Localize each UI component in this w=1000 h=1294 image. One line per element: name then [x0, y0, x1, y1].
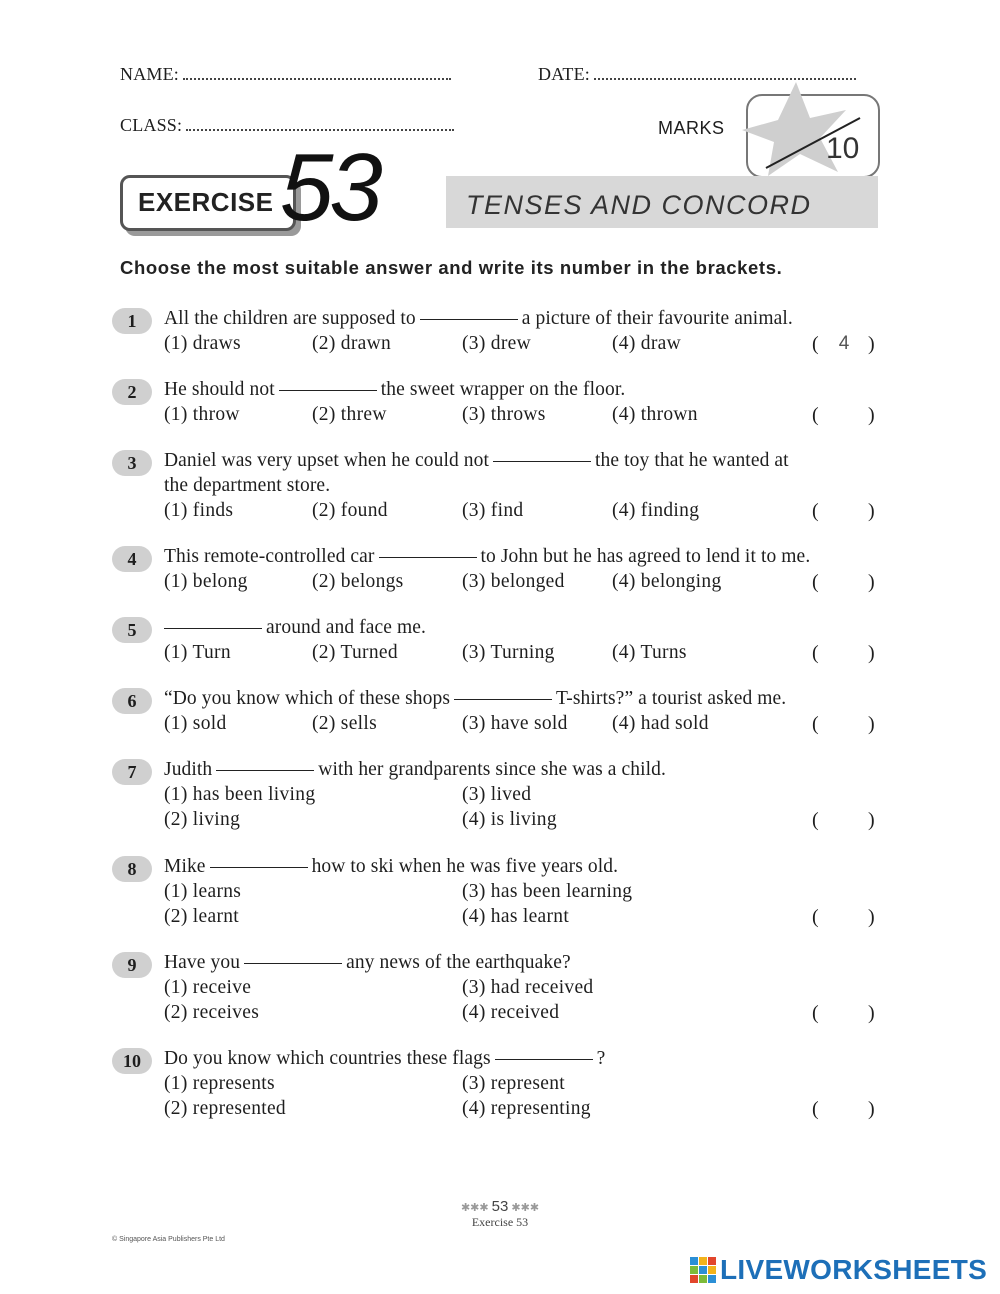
topic-title: TENSES AND CONCORD — [466, 190, 812, 220]
left-bracket: ( — [812, 713, 819, 735]
question-text-after: the toy that he wanted at — [595, 450, 789, 471]
question-text-line2: the department store. — [164, 475, 331, 496]
option-2[interactable]: (3) represent — [462, 1073, 565, 1094]
option-2[interactable]: (2) Turned — [312, 642, 398, 663]
option-3[interactable]: (2) living — [164, 809, 241, 830]
question-number: 7 — [112, 759, 152, 785]
option-2[interactable]: (2) belongs — [312, 571, 404, 592]
left-bracket: ( — [812, 333, 819, 355]
option-1[interactable]: (1) throw — [164, 404, 240, 425]
option-1[interactable]: (1) belong — [164, 571, 248, 592]
left-bracket: ( — [812, 1098, 819, 1120]
question-text-before: All the children are supposed to — [164, 308, 416, 329]
left-bracket: ( — [812, 571, 819, 593]
question-text — [164, 308, 793, 330]
option-3[interactable]: (3) throws — [462, 404, 546, 425]
option-2[interactable]: (2) drawn — [312, 333, 392, 354]
option-4[interactable]: (4) is living — [462, 809, 557, 830]
question-number: 9 — [112, 952, 152, 978]
option-2[interactable]: (2) threw — [312, 404, 387, 425]
brand-text: LIVEWORKSHEETS — [720, 1254, 988, 1285]
option-2[interactable]: (3) has been learning — [462, 881, 633, 902]
question-number: 10 — [112, 1048, 152, 1074]
option-4[interactable]: (4) belonging — [612, 571, 722, 592]
left-bracket: ( — [812, 404, 819, 426]
left-bracket: ( — [812, 906, 819, 928]
right-bracket: ) — [868, 713, 875, 735]
marks-label: MARKS — [658, 118, 725, 138]
option-4[interactable]: (4) Turns — [612, 642, 687, 663]
name-line[interactable] — [183, 64, 451, 80]
question-text-before: Daniel was very upset when he could not — [164, 450, 490, 471]
page-label: Exercise 53 — [471, 1215, 529, 1229]
page-number-value: 53 — [491, 1198, 509, 1215]
answer-blank — [210, 866, 308, 868]
question-text — [164, 546, 810, 568]
right-bracket: ) — [868, 404, 875, 426]
question-number: 4 — [112, 546, 152, 572]
class-label: CLASS: — [120, 115, 183, 135]
option-2[interactable]: (3) had received — [462, 977, 594, 998]
exercise-number: 53 — [280, 134, 379, 241]
question-text — [164, 952, 571, 974]
answer-blank — [493, 460, 591, 462]
date-line[interactable] — [594, 64, 856, 80]
option-3[interactable]: (2) learnt — [164, 906, 240, 927]
option-1[interactable]: (1) learns — [164, 881, 242, 902]
option-1[interactable]: (1) represents — [164, 1073, 275, 1094]
name-field[interactable] — [120, 64, 451, 85]
question-text — [164, 450, 789, 472]
option-4[interactable]: (4) representing — [462, 1098, 591, 1119]
question-text-before: Have you — [164, 952, 241, 973]
question-text-after: a picture of their favourite animal. — [521, 308, 793, 329]
question-text-before: “Do you know which of these shops — [164, 688, 451, 709]
option-2[interactable]: (3) lived — [462, 784, 532, 805]
question-text-after: ? — [596, 1048, 606, 1069]
marks-total: 10 — [826, 132, 860, 165]
right-bracket: ) — [868, 500, 875, 522]
option-4[interactable]: (4) had sold — [612, 713, 709, 734]
answer-blank — [495, 1058, 593, 1060]
question-number: 1 — [112, 308, 152, 334]
question-text — [164, 759, 666, 781]
question-text — [164, 379, 625, 401]
left-bracket: ( — [812, 500, 819, 522]
option-1[interactable]: (1) sold — [164, 713, 227, 734]
liveworksheets-logo-icon — [690, 1257, 716, 1283]
question-text-after: any news of the earthquake? — [346, 952, 571, 973]
answer-blank — [420, 318, 518, 320]
question-text — [164, 1048, 605, 1070]
answer-blank — [244, 962, 342, 964]
instruction: Choose the most suitable answer and write its number in the brackets. — [120, 257, 783, 278]
option-1[interactable]: (1) draws — [164, 333, 241, 354]
question-text-after: to John but he has agreed to lend it to me. — [480, 546, 811, 567]
option-4[interactable]: (4) thrown — [612, 404, 698, 425]
option-3[interactable]: (3) belonged — [462, 571, 565, 592]
question-text — [164, 688, 786, 710]
question-text-before: He should not — [164, 379, 275, 400]
option-1[interactable]: (1) finds — [164, 500, 234, 521]
answer-blank — [454, 698, 552, 700]
question-text-before: This remote-controlled car — [164, 546, 375, 567]
option-3[interactable]: (3) drew — [462, 333, 531, 354]
question-number: 8 — [112, 856, 152, 882]
question-text-after: the sweet wrapper on the floor. — [380, 379, 626, 400]
right-bracket: ) — [868, 1098, 875, 1120]
question-text-before: Mike — [164, 856, 206, 877]
left-bracket: ( — [812, 642, 819, 664]
question-text-before: Do you know which countries these flags — [164, 1048, 491, 1069]
right-bracket: ) — [868, 642, 875, 664]
question-text-before: Judith — [164, 759, 213, 780]
name-label: NAME: — [120, 64, 179, 84]
question-text-after: T-shirts?” a tourist asked me. — [556, 688, 787, 709]
copyright: © Singapore Asia Publishers Pte Ltd — [112, 1236, 225, 1243]
right-bracket: ) — [868, 333, 875, 355]
option-2[interactable]: (2) found — [312, 500, 388, 521]
right-bracket: ) — [868, 1002, 875, 1024]
liveworksheets-logo — [690, 1254, 987, 1286]
option-1[interactable]: (1) has been living — [164, 784, 316, 805]
option-4[interactable]: (4) draw — [612, 333, 681, 354]
answer-blank — [379, 556, 477, 558]
option-2[interactable]: (2) sells — [312, 713, 377, 734]
question-number: 3 — [112, 450, 152, 476]
question-number: 5 — [112, 617, 152, 643]
question-text-after: how to ski when he was five years old. — [311, 856, 619, 877]
option-4[interactable]: (4) finding — [612, 500, 700, 521]
answer-blank — [164, 627, 262, 629]
option-3[interactable]: (3) Turning — [462, 642, 555, 663]
option-4[interactable]: (4) has learnt — [462, 906, 570, 927]
answer-blank — [279, 389, 377, 391]
exercise-word: EXERCISE — [138, 187, 274, 217]
option-3[interactable]: (2) represented — [164, 1098, 286, 1119]
question-text — [164, 856, 618, 878]
class-field[interactable] — [120, 115, 454, 136]
right-bracket: ) — [868, 809, 875, 831]
option-1[interactable]: (1) receive — [164, 977, 252, 998]
class-line[interactable] — [186, 115, 454, 131]
left-bracket: ( — [812, 809, 819, 831]
option-3[interactable]: (3) have sold — [462, 713, 568, 734]
option-3[interactable]: (2) receives — [164, 1002, 260, 1023]
answer-value[interactable]: 4 — [838, 333, 850, 354]
question-number: 2 — [112, 379, 152, 405]
right-bracket: ) — [868, 906, 875, 928]
question-text-after: with her grandparents since she was a child. — [318, 759, 666, 780]
question-text-after: around and face me. — [266, 617, 426, 638]
question-text — [164, 617, 426, 639]
page-number: ✱✱✱ 53 ✱✱✱ — [460, 1198, 540, 1215]
option-3[interactable]: (3) find — [462, 500, 524, 521]
option-4[interactable]: (4) received — [462, 1002, 560, 1023]
date-label: DATE: — [538, 64, 590, 84]
question-number: 6 — [112, 688, 152, 714]
left-bracket: ( — [812, 1002, 819, 1024]
right-bracket: ) — [868, 571, 875, 593]
option-1[interactable]: (1) Turn — [164, 642, 231, 663]
answer-blank — [216, 769, 314, 771]
